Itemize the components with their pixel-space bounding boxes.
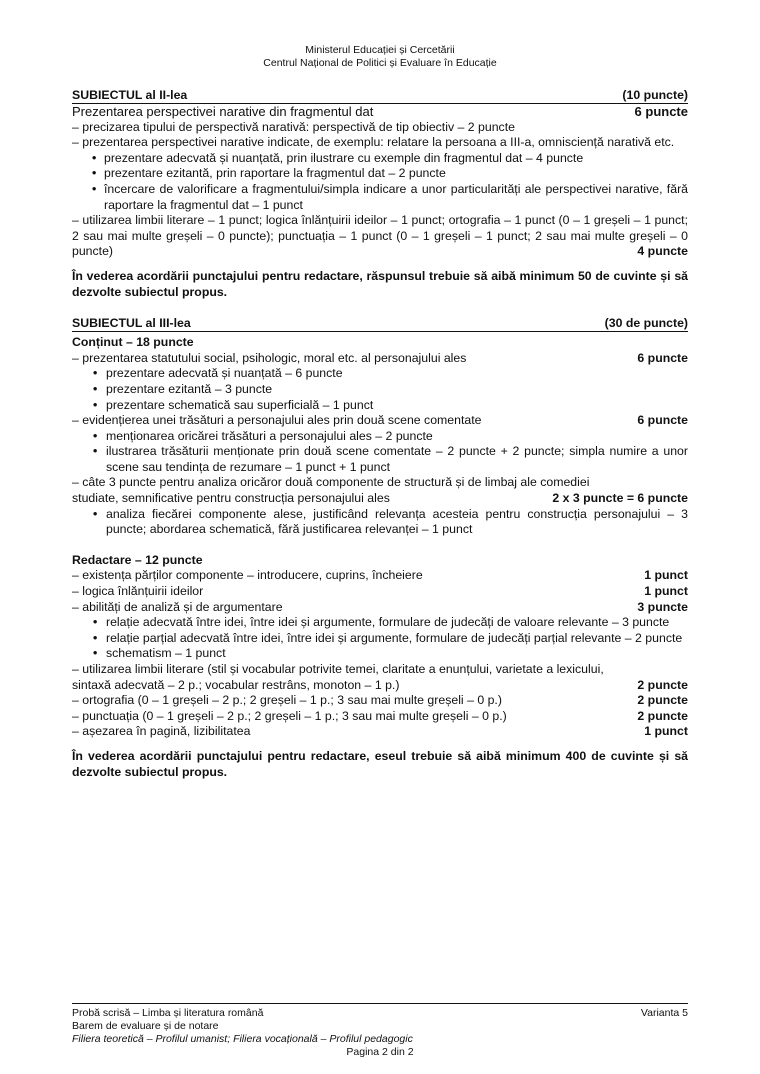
s2-intro-row xyxy=(72,104,688,120)
criterion-text: – existența părților componente – introducere, cuprins, încheiere xyxy=(72,568,423,583)
s3-redactare-criterion-1 xyxy=(72,568,688,584)
list-item: • ilustrarea trăsăturii menționate prin două scene comentate – 2 puncte + 2 puncte; simpla numire a unor scene sau tendința de rezumare – 1 punct + 1 punct xyxy=(72,444,688,475)
list-item: • prezentare ezitantă, prin raportare la fragmentul dat – 2 puncte xyxy=(72,166,688,182)
page-header xyxy=(72,44,688,69)
s3-r3-bullet-list xyxy=(72,615,688,662)
list-item: • prezentare adecvată și nuanțată, prin ilustrare cu exemple din fragmentul dat – 4 puncte xyxy=(72,151,688,167)
s2-criterion-2: – prezentarea perspectivei narative indicate, de exemplu: relatare la persoana a III-a, omnisciență narativă etc. xyxy=(72,135,675,150)
s3-c1-bullet-list xyxy=(72,366,688,413)
exam-name: Probă scrisă – Limba și literatura română xyxy=(72,1007,264,1019)
s3-content-criterion-1 xyxy=(72,351,688,367)
criterion-points: 3 puncte xyxy=(637,599,688,614)
document-type: Barem de evaluare și de notare xyxy=(72,1020,219,1032)
variant-label: Varianta 5 xyxy=(640,1007,688,1019)
list-item: • încercare de valorificare a fragmentului/simpla indicare a unor particularități ale perspectivei narative, fără raportare la fragmentul dat – 1 punct xyxy=(72,182,688,213)
profile-line: Filiera teoretică – Profilul umanist; Filiera vocațională – Profilul pedagogic xyxy=(72,1033,413,1045)
section-2-title: SUBIECTUL al II-lea xyxy=(72,88,188,102)
criterion-points: 1 punct xyxy=(644,724,688,739)
criterion-points: 2 puncte xyxy=(637,693,688,708)
s3-redactare-criterion-4-row xyxy=(72,678,688,694)
section-2-points: (10 puncte) xyxy=(622,88,688,102)
criterion-points: 1 punct xyxy=(644,568,688,583)
s3-content-criterion-3-line-1: – câte 3 puncte pentru analiza oricăror două componente de structură și de limbaj ale comediei xyxy=(72,475,590,490)
section-3-title: SUBIECTUL al III-lea xyxy=(72,316,191,331)
criterion-text: – așezarea în pagină, lizibilitatea xyxy=(72,724,251,739)
s3-redactare-criterion-2 xyxy=(72,584,688,600)
s3-content-criterion-3-row xyxy=(72,491,688,507)
s3-redactare-criterion-7 xyxy=(72,724,688,740)
page-footer xyxy=(72,1003,688,1059)
s3-redactare-criterion-4-line-1: – utilizarea limbii literare (stil și vocabular potrivite temei, claritate a enunțului, varietate a lexicului, xyxy=(72,662,604,676)
s2-criterion-1: – precizarea tipului de perspectivă narativă: perspectivă de tip obiectiv – 2 puncte xyxy=(72,119,515,134)
criterion-points: 1 punct xyxy=(644,584,688,599)
s3-redactare-heading: Redactare – 12 puncte xyxy=(72,552,203,567)
criterion-points: 2 puncte xyxy=(637,708,688,723)
center-name: Centrul Național de Politici și Evaluare în Educație xyxy=(263,56,497,69)
s2-intro-text: Prezentarea perspectivei narative din fragmentul dat xyxy=(72,104,374,119)
criterion-points: 2 x 3 puncte = 6 puncte xyxy=(552,491,688,506)
s3-c3-bullet-list xyxy=(72,507,688,538)
criterion-text: – punctuația (0 – 1 greșeli – 2 p.; 2 greșeli – 1 p.; 3 sau mai multe greșeli – 0 p.) xyxy=(72,708,507,723)
s2-language-criterion: – utilizarea limbii literare – 1 punct; logica înlănțuirii ideilor – 1 punct; ortografia – 1 punct (0 – 1 greșeli – 1 punct; 2 sau mai multe greșeli – 0 puncte); punctuația – 1 punct (0 – 1 greșeli – 1 punct; 2 sau mai multe greșeli – 0 puncte) xyxy=(72,213,688,259)
criterion-text: – evidențierea unei trăsături a personajului ales prin două scene comentate xyxy=(72,413,482,428)
criterion-text: studiate, semnificative pentru construcția personajului ales xyxy=(72,491,390,506)
s3-redactare-criterion-6 xyxy=(72,709,688,725)
list-item: • menționarea oricărei trăsături a personajului ales – 2 puncte xyxy=(72,429,688,445)
list-item: • analiza fiecărei componente alese, justificând relevanța acesteia pentru construcția personajului – 3 puncte; abordarea schematică, fără justificarea relevanței – 1 punct xyxy=(72,507,688,538)
page-number: Pagina 2 din 2 xyxy=(346,1046,414,1058)
criterion-text: – prezentarea statutului social, psihologic, moral etc. al personajului ales xyxy=(72,350,467,365)
s3-c2-bullet-list xyxy=(72,429,688,476)
criterion-points: 2 puncte xyxy=(637,677,688,692)
list-item: • relație parțial adecvată între idei, între idei și argumente, formulare de judecăți parțial relevante – 2 puncte xyxy=(72,631,688,647)
list-item: • schematism – 1 punct xyxy=(72,646,688,662)
section-2-heading xyxy=(72,88,688,104)
s3-note: În vederea acordării punctajului pentru redactare, eseul trebuie să aibă minimum 400 de cuvinte și să dezvolte subiectul propus. xyxy=(72,748,688,779)
list-item: • relație adecvată între idei, între idei și argumente, formulare de judecăți de valoare relevante – 3 puncte xyxy=(72,615,688,631)
s2-bullet-list xyxy=(72,151,688,213)
criterion-points: 6 puncte xyxy=(637,350,688,365)
section-3-heading xyxy=(72,316,688,332)
s3-redactare-criterion-3 xyxy=(72,600,688,616)
section-3-points: (30 de puncte) xyxy=(604,316,688,331)
criterion-text: – logica înlănțuirii ideilor xyxy=(72,584,204,599)
ministry-name: Ministerul Educației și Cercetării xyxy=(305,44,455,56)
s3-content-criterion-2 xyxy=(72,413,688,429)
list-item: • prezentare schematică sau superficială – 1 punct xyxy=(72,398,688,414)
list-item: • prezentare adecvată și nuanțată – 6 puncte xyxy=(72,366,688,382)
list-item: • prezentare ezitantă – 3 puncte xyxy=(72,382,688,398)
criterion-text: – ortografia (0 – 1 greșeli – 2 p.; 2 greșeli – 1 p.; 3 sau mai multe greșeli – 0 p.) xyxy=(72,693,502,708)
s2-intro-points: 6 puncte xyxy=(634,104,688,119)
s3-redactare-criterion-5 xyxy=(72,693,688,709)
s2-note: În vederea acordării punctajului pentru redactare, răspunsul trebuie să aibă minimum 50 de cuvinte și să dezvolte subiectul propus. xyxy=(72,268,688,299)
document-page xyxy=(72,44,688,780)
footer-row-1 xyxy=(72,1007,688,1020)
criterion-text: sintaxă adecvată – 2 p.; vocabular restrâns, monoton – 1 p.) xyxy=(72,677,400,692)
criterion-points: 6 puncte xyxy=(637,413,688,428)
criterion-text: – abilități de analiză și de argumentare xyxy=(72,599,283,614)
s2-language-points: 4 puncte xyxy=(637,244,688,259)
s3-content-heading: Conținut – 18 puncte xyxy=(72,335,194,350)
